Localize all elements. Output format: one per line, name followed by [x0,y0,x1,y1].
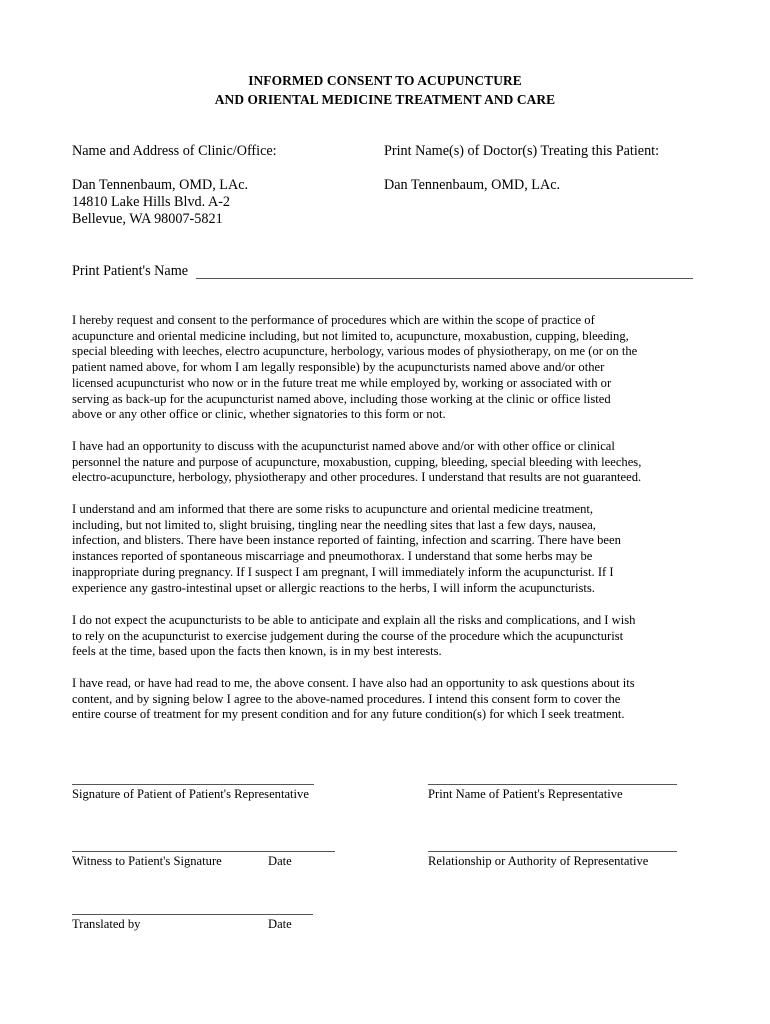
representative-name-line[interactable] [428,784,677,785]
consent-paragraph-3 [72,502,712,596]
form-title-line-2: AND ORIENTAL MEDICINE TREATMENT AND CARE [214,92,556,107]
clinic-label: Name and Address of Clinic/Office: [72,143,277,159]
paragraph-line: entire course of treatment for my present condition and for any future condition(s) for which I seek treatment. [72,707,625,722]
clinic-address-line-2: Bellevue, WA 98007-5821 [72,211,223,227]
paragraph-line: serving as back-up for the acupuncturist named above, including those working at the clinic or office listed [72,391,611,406]
witness-date-label: Date [268,854,292,868]
translator-signature-line[interactable] [72,914,313,915]
doctor-label: Print Name(s) of Doctor(s) Treating this Patient: [384,143,660,159]
paragraph-line: including, but not limited to, slight bruising, tingling near the needling sites that last a few days, nausea, [72,517,596,532]
translated-date-label: Date [268,917,292,931]
witness-signature-line[interactable] [72,851,335,852]
patient-name-label: Print Patient's Name [72,263,189,279]
paragraph-line: special bleeding with leeches, electro acupuncture, herbology, various modes of physiotherapy, on me (or on the [72,344,638,359]
paragraph-line: acupuncture and oriental medicine including, but not limited to, acupuncture, moxabustion, cupping, bleeding, [72,328,629,343]
doctor-name: Dan Tennenbaum, OMD, LAc. [384,177,561,193]
patient-name-field[interactable] [196,278,693,279]
consent-paragraph-5 [72,676,712,723]
consent-paragraph-2 [72,439,712,486]
paragraph-line: I have read, or have had read to me, the above consent. I have also had an opportunity to ask questions about its [72,676,635,690]
paragraph-line: content, and by signing below I agree to the above-named procedures. I intend this consent form to cover the [72,691,621,706]
paragraph-line: experience any gastro-intestinal upset or allergic reactions to the herbs, I will inform the acupuncturists. [72,580,595,595]
patient-signature-line[interactable] [72,784,314,785]
paragraph-line: I understand and am informed that there are some risks to acupuncture and oriental medicine treatment, [72,502,594,516]
relationship-label: Relationship or Authority of Representative [428,854,649,868]
translated-by-label: Translated by [72,917,141,931]
representative-name-label: Print Name of Patient's Representative [428,787,623,801]
paragraph-line: personnel the nature and purpose of acupuncture, moxabustion, cupping, bleeding, special bleeding with leeches, [72,454,642,469]
paragraph-line: electro-acupuncture, herbology, physiotherapy and other procedures. I understand that results are not guaranteed. [72,470,642,485]
relationship-line[interactable] [428,851,677,852]
clinic-address-line-1: 14810 Lake Hills Blvd. A-2 [72,194,231,210]
paragraph-line: to rely on the acupuncturist to exercise judgement during the course of the procedure which the acupuncturist [72,628,624,643]
paragraph-line: I have had an opportunity to discuss with the acupuncturist named above and/or with other office or clinical [72,439,615,453]
paragraph-line: I hereby request and consent to the performance of procedures which are within the scope of practice of [72,313,595,327]
paragraph-line: inappropriate during pregnancy. If I suspect I am pregnant, I will immediately inform the acupuncturist. If I [72,564,614,579]
paragraph-line: licensed acupuncturist who now or in the future treat me while employed by, working or associated with or [72,375,612,390]
form-title-line-1: INFORMED CONSENT TO ACUPUNCTURE [248,73,522,88]
paragraph-line: patient named above, for whom I am legally responsible) by the acupuncturists named above and/or other [72,360,605,375]
witness-signature-label: Witness to Patient's Signature [72,854,222,868]
paragraph-line: I do not expect the acupuncturists to be able to anticipate and explain all the risks and complications, and I wish [72,613,636,627]
patient-signature-label: Signature of Patient of Patient's Representative [72,787,309,801]
clinic-name: Dan Tennenbaum, OMD, LAc. [72,177,249,193]
paragraph-line: above or any other office or clinic, whether signatories to this form or not. [72,407,446,422]
consent-paragraph-4 [72,613,712,660]
paragraph-line: infection, and blisters. There have been instance reported of fainting, infection and scarring. There have been [72,533,621,548]
paragraph-line: instances reported of spontaneous miscarriage and pneumothorax. I understand that some herbs may be [72,549,593,564]
consent-paragraph-1 [72,313,712,423]
paragraph-line: feels at the time, based upon the facts then known, is in my best interests. [72,644,442,659]
